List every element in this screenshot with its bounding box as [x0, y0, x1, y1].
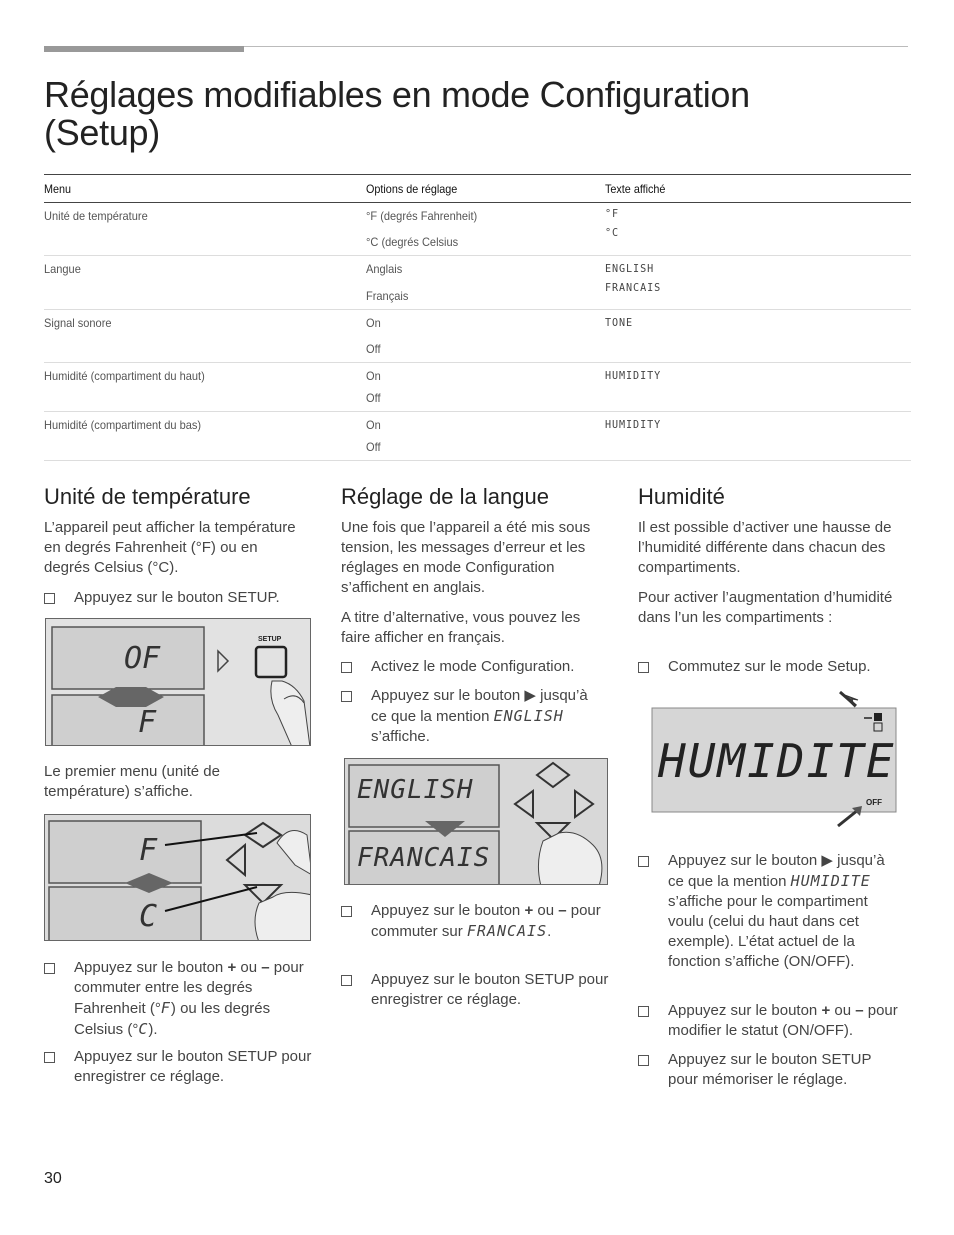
text-run: Appuyez sur le bouton	[74, 959, 228, 976]
lcd-text: °C	[605, 226, 620, 239]
text-run: pour commuter sur	[371, 902, 601, 940]
page-title-line2: (Setup)	[44, 112, 160, 153]
figure-temp-units	[44, 814, 311, 941]
paragraph: Une fois que l’appareil a été mis sous tension, les messages d’erreur et les réglages en mode Configuration s’affichent en anglais.	[341, 519, 591, 596]
lcd-text: C	[139, 899, 158, 934]
lcd-inline-text: HUMIDITE	[790, 872, 871, 890]
option-label: Off	[366, 440, 381, 454]
minus-symbol: –	[261, 959, 270, 976]
text-run: ).	[148, 1021, 158, 1038]
option-label: On	[366, 418, 381, 432]
lcd-text: HUMIDITY	[605, 418, 662, 431]
lcd-text: TONE	[605, 316, 634, 329]
text-run: pour commuter entre les degrés Fahrenheit (°	[74, 959, 304, 1017]
table-cell	[366, 363, 605, 412]
text-run: pour modifier le statut (ON/OFF).	[668, 1002, 898, 1039]
table-cell	[44, 363, 366, 412]
lcd-text: F	[139, 833, 158, 868]
lcd-inline-text: ENGLISH	[493, 707, 564, 725]
menu-label: Signal sonore	[44, 316, 112, 330]
table-row	[44, 310, 911, 363]
lcd-inline-text: FRANCAIS	[466, 922, 548, 940]
page-title	[44, 76, 904, 152]
table-cell	[605, 203, 911, 256]
section-title-temperature: Unité de température	[44, 484, 251, 509]
page-number: 30	[44, 1170, 62, 1187]
lcd-text: HUMIDITY	[605, 369, 662, 382]
paragraph: Il est possible d’activer une hausse de l’humidité différente dans chacun des compartiments.	[638, 519, 892, 576]
plus-symbol: +	[524, 902, 534, 919]
minus-symbol: –	[855, 1002, 864, 1019]
page-title-line1: Réglages modifiables en mode Configuration	[44, 74, 750, 115]
lcd-text: OF	[124, 641, 161, 676]
settings-table	[44, 174, 911, 461]
menu-label: Humidité (compartiment du bas)	[44, 418, 202, 432]
table-cell	[44, 256, 366, 310]
bullet-item	[341, 901, 613, 942]
table-row	[44, 412, 911, 461]
option-label: °F (degrés Fahrenheit)	[366, 209, 478, 223]
text-run: .	[547, 923, 552, 940]
text-run: ou	[830, 1002, 856, 1019]
table-header: Texte affiché	[605, 175, 880, 203]
paragraph: L’appareil peut afficher la température en degrés Fahrenheit (°F) ou en degrés Celsius (°C).	[44, 519, 296, 576]
menu-label: Langue	[44, 262, 81, 276]
table-cell	[44, 203, 366, 256]
option-label: Français	[366, 289, 409, 303]
option-label: On	[366, 316, 381, 330]
section-title-humidity: Humidité	[638, 484, 725, 509]
table-cell	[366, 310, 605, 363]
text-run: ou	[533, 902, 559, 919]
lcd-text: HUMIDITE	[658, 734, 896, 788]
table-cell	[605, 256, 911, 310]
text-run: ou	[236, 959, 262, 976]
table-cell	[44, 412, 366, 461]
lcd-inline-text: F	[160, 999, 171, 1017]
table-cell	[605, 310, 911, 363]
table-cell	[366, 203, 605, 256]
option-label: Off	[366, 391, 381, 405]
text-run: ) ou les degrés Celsius (°	[74, 1000, 271, 1038]
table-row	[44, 363, 911, 412]
paragraph: Pour activer l’augmentation d’humidité dans l’un les compartiments :	[638, 589, 893, 626]
figure-setup-button	[45, 618, 311, 746]
lcd-text: F	[138, 705, 157, 740]
paragraph: Le premier menu (unité de température) s’affiche.	[44, 763, 220, 800]
bullet-item: Appuyez sur le bouton SETUP.	[44, 588, 314, 608]
plus-symbol: +	[821, 1002, 831, 1019]
illustration-temp-units	[45, 815, 311, 941]
option-label: On	[366, 369, 381, 383]
table-row	[44, 256, 911, 310]
bullet-item: Appuyez sur le bouton SETUP pour enregistrer ce réglage.	[341, 970, 613, 1010]
section-title-language: Réglage de la langue	[341, 484, 549, 509]
lcd-text: FRANCAIS	[357, 843, 491, 873]
bullet-item	[638, 851, 902, 972]
table-cell	[366, 412, 605, 461]
table-cell	[605, 412, 911, 461]
table-cell	[44, 310, 366, 363]
lcd-text: FRANCAIS	[605, 281, 662, 294]
bullet-item: Appuyez sur le bouton SETUP pour enregistrer ce réglage.	[44, 1047, 314, 1087]
lcd-text: °F	[605, 207, 620, 220]
table-header: Menu	[44, 175, 334, 203]
bullet-item: Activez le mode Configuration.	[341, 657, 613, 677]
minus-symbol: –	[558, 902, 567, 919]
text-run: Appuyez sur le bouton ▶ jusqu’à ce que la mention	[668, 852, 885, 890]
figure-language	[344, 758, 608, 885]
text-run: Appuyez sur le bouton	[668, 1002, 822, 1019]
menu-label: Humidité (compartiment du haut)	[44, 369, 205, 383]
text-run: Appuyez sur le bouton	[371, 902, 525, 919]
text-run: s’affiche.	[371, 728, 430, 745]
text-run: s’affiche pour le compartiment voulu (celui du haut dans cet exemple). L’état actuel de la fonction s’affiche (ON/OFF).	[668, 893, 868, 970]
text-run: Appuyez sur le bouton ▶ jusqu’à ce que la mention	[371, 687, 588, 725]
bullet-item	[638, 1001, 912, 1041]
plus-symbol: +	[227, 959, 237, 976]
option-label: °C (degrés Celsius	[366, 235, 459, 249]
option-label: Off	[366, 342, 381, 356]
bullet-item: Appuyez sur le bouton SETUP pour mémoriser le réglage.	[638, 1050, 902, 1090]
lcd-text: ENGLISH	[605, 262, 655, 275]
table-cell	[366, 256, 605, 310]
menu-label: Unité de température	[44, 209, 148, 223]
paragraph: A titre d’alternative, vous pouvez les faire afficher en français.	[341, 609, 581, 646]
table-header: Options de réglage	[366, 175, 581, 203]
lcd-inline-text: C	[138, 1020, 149, 1038]
table-header-row	[44, 175, 911, 203]
bullet-item: Commutez sur le mode Setup.	[638, 657, 912, 677]
table-row	[44, 203, 911, 256]
bullet-item	[44, 958, 316, 1040]
setup-button-label: SETUP	[258, 636, 282, 643]
figure-humidity	[640, 690, 910, 830]
status-off-label: OFF	[866, 798, 882, 807]
top-rule-accent	[44, 46, 244, 52]
lcd-text: ENGLISH	[357, 775, 474, 805]
bullet-item	[341, 686, 601, 747]
option-label: Anglais	[366, 262, 403, 276]
table-cell	[605, 363, 911, 412]
